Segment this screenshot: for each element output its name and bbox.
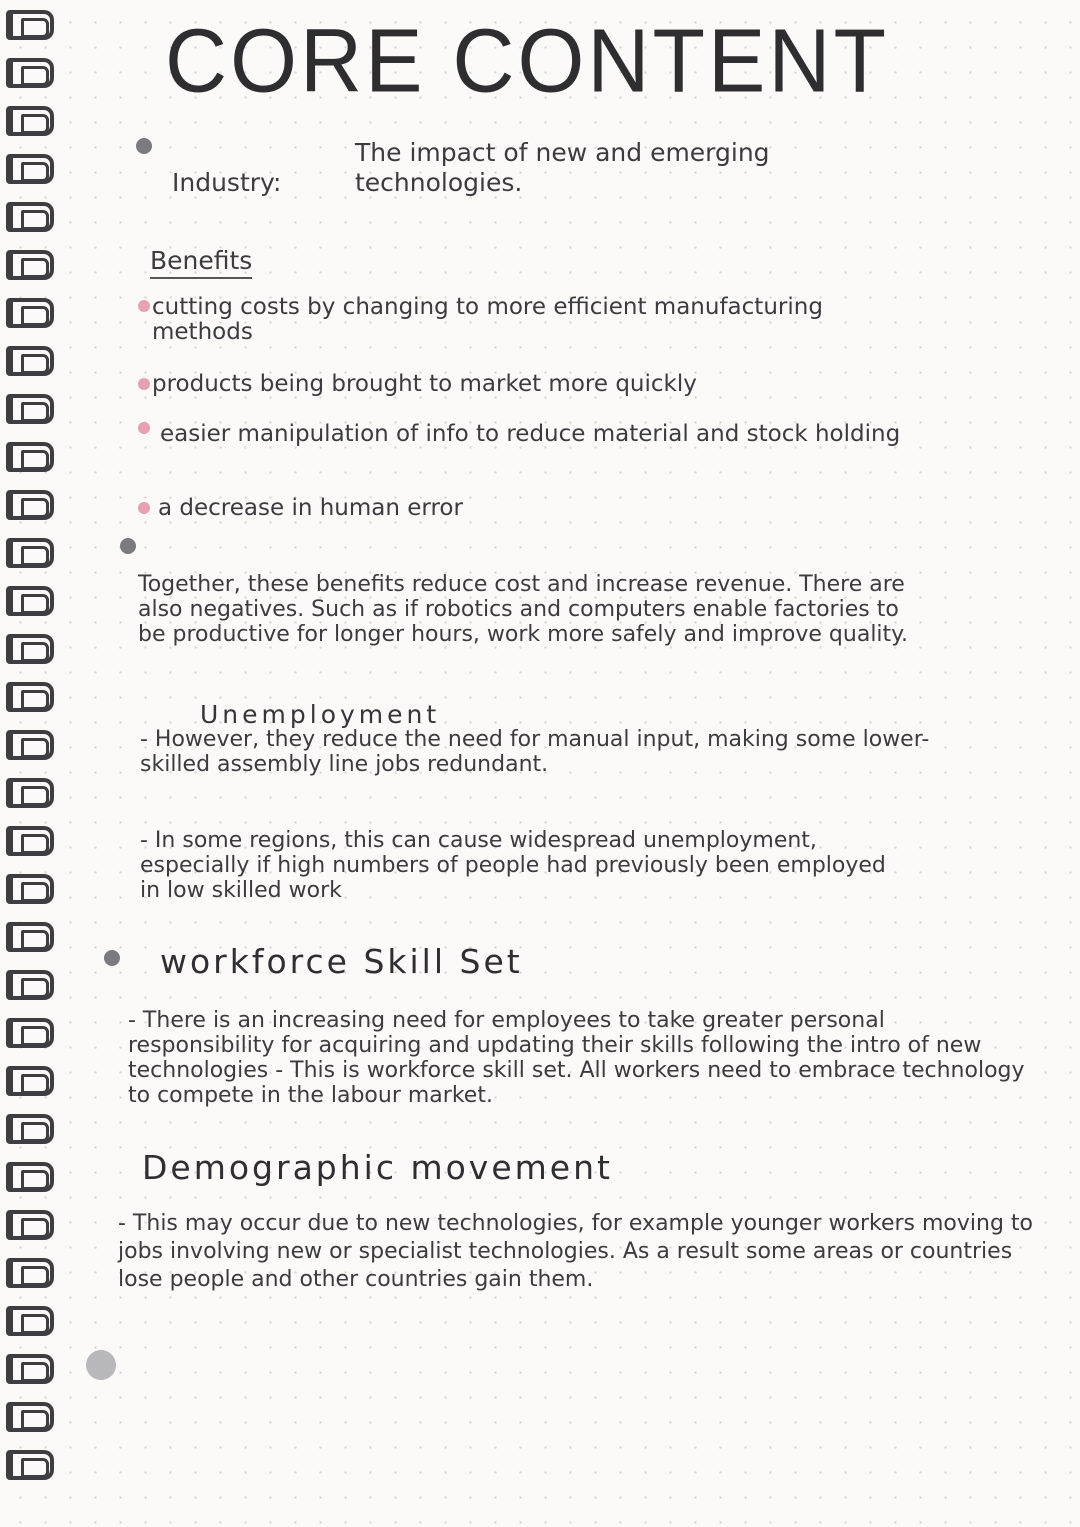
binding-ring [6, 1114, 54, 1144]
binding-ring [6, 730, 54, 760]
binding-ring [6, 250, 54, 280]
benefits-heading: Benefits [150, 246, 252, 279]
benefit-item: easier manipulation of info to reduce material and stock holding [160, 421, 901, 447]
topic-text: The impact of new and emerging technologies. [355, 138, 770, 197]
binding-ring [6, 1354, 54, 1384]
binding-ring [6, 202, 54, 232]
binding-ring [6, 586, 54, 616]
benefit-item: cutting costs by changing to more efficient manufacturing methods [152, 294, 823, 345]
bullet-dot [138, 502, 150, 514]
together-paragraph: Together, these benefits reduce cost and increase revenue. There are also negatives. Such as if robotics and computers enable factories to be productive for longer hours, work more safely and improve quality. [138, 572, 909, 647]
unemployment-point: - In some regions, this can cause widespread unemployment, especially if high numbers of people had previously been employed in low skilled work [140, 828, 886, 903]
binding-ring [6, 154, 54, 184]
bullet-dot [136, 138, 152, 154]
binding-ring [6, 778, 54, 808]
binding-ring [6, 1306, 54, 1336]
bullet-dot [86, 1350, 116, 1380]
binding-ring [6, 1066, 54, 1096]
unemployment-heading: Unemployment [200, 700, 441, 729]
binding-ring [6, 634, 54, 664]
spiral-binding [0, 0, 62, 1527]
binding-ring [6, 1402, 54, 1432]
bullet-dot [138, 378, 150, 390]
binding-ring [6, 538, 54, 568]
workforce-heading: workforce Skill Set [160, 942, 523, 981]
page-title: CORE CONTENT [165, 10, 889, 112]
binding-ring [6, 1258, 54, 1288]
binding-ring [6, 346, 54, 376]
binding-ring [6, 970, 54, 1000]
bullet-dot [104, 950, 120, 966]
binding-ring [6, 922, 54, 952]
binding-ring [6, 1210, 54, 1240]
unemployment-point: - However, they reduce the need for manual input, making some lower-skilled assembly line jobs redundant. [140, 727, 930, 777]
binding-ring [6, 826, 54, 856]
bullet-dot [138, 300, 150, 312]
binding-ring [6, 1018, 54, 1048]
demographic-heading: Demographic movement [142, 1148, 613, 1187]
binding-ring [6, 442, 54, 472]
binding-ring [6, 298, 54, 328]
benefit-item: a decrease in human error [158, 495, 463, 521]
binding-ring [6, 1162, 54, 1192]
bullet-dot [138, 422, 150, 434]
binding-ring [6, 394, 54, 424]
binding-ring [6, 1450, 54, 1480]
binding-ring [6, 874, 54, 904]
binding-ring [6, 58, 54, 88]
binding-ring [6, 490, 54, 520]
binding-ring [6, 106, 54, 136]
binding-ring [6, 10, 54, 40]
demographic-text: - This may occur due to new technologies, for example younger workers moving to jobs involving new or specialist technologies. As a result some areas or countries lose people and other countries gain them. [118, 1211, 1033, 1292]
binding-ring [6, 682, 54, 712]
topic-label: Industry: [172, 168, 282, 197]
workforce-text: - There is an increasing need for employees to take greater personal responsibility for acquiring and updating their skills following the intro of new technologies - This is workforce skill set. All workers need to embrace technology to compete in the labour market. [128, 1008, 1025, 1108]
benefit-item: products being brought to market more quickly [152, 371, 697, 397]
bullet-dot [120, 538, 136, 554]
